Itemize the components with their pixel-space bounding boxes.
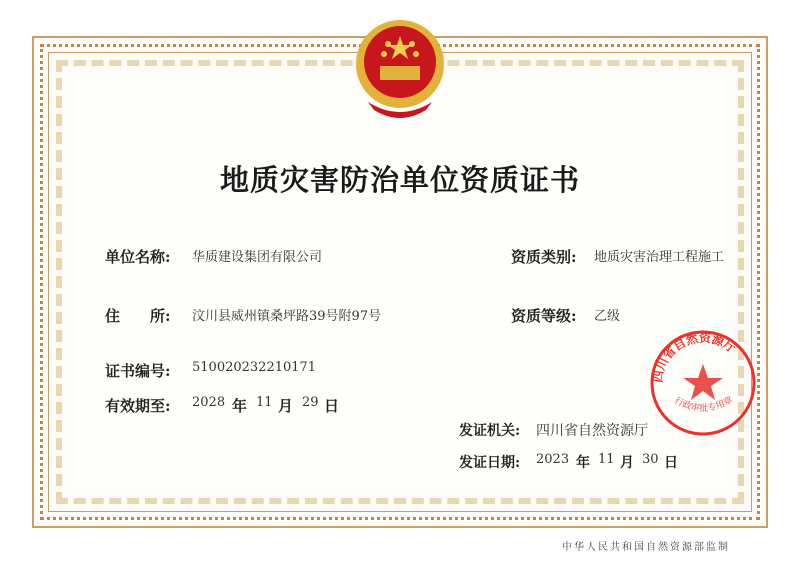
valid-month: 11 — [256, 395, 273, 410]
category-label: 资质类别: — [511, 248, 577, 266]
issue-day-unit: 日 — [664, 455, 678, 471]
valid-year-unit: 年 — [232, 397, 248, 415]
footer-issuer: 中华人民共和国自然资源部监制 — [562, 542, 730, 553]
seal-top-text: 四川省自然资源厅 — [650, 330, 739, 384]
issue-year-unit: 年 — [576, 455, 590, 471]
address-label: 住 所: — [105, 307, 171, 325]
unit-name-value: 华质建设集团有限公司 — [192, 250, 323, 265]
valid-until-label: 有效期至: — [105, 397, 171, 415]
grade-value: 乙级 — [594, 309, 621, 324]
address-value: 汶川县威州镇桑坪路39号附97号 — [192, 309, 382, 324]
category-value: 地质灾害治理工程施工 — [594, 250, 725, 265]
cert-no-label: 证书编号: — [105, 362, 171, 380]
issue-month: 11 — [598, 452, 615, 467]
seal-bottom-text: 行政审批专用章 — [672, 395, 735, 415]
page-title: 地质灾害防治单位资质证书 — [219, 163, 580, 197]
official-seal — [648, 328, 758, 438]
issue-date-label: 发证日期: — [459, 455, 521, 471]
issuer-label: 发证机关: — [459, 423, 521, 439]
svg-text:行政审批专用章 — [673, 393, 735, 414]
issue-year: 2023 — [536, 452, 570, 467]
valid-day: 29 — [302, 395, 319, 410]
cert-no-value: 510020232210171 — [192, 360, 317, 375]
issue-day: 30 — [642, 452, 659, 467]
issue-month-unit: 月 — [620, 455, 634, 471]
valid-year: 2028 — [192, 395, 226, 410]
valid-day-unit: 日 — [324, 397, 340, 415]
issuer-value: 四川省自然资源厅 — [536, 423, 648, 439]
unit-name-label: 单位名称: — [105, 248, 171, 266]
valid-month-unit: 月 — [278, 397, 294, 415]
national-emblem-icon — [348, 14, 452, 124]
grade-label: 资质等级: — [511, 307, 577, 325]
